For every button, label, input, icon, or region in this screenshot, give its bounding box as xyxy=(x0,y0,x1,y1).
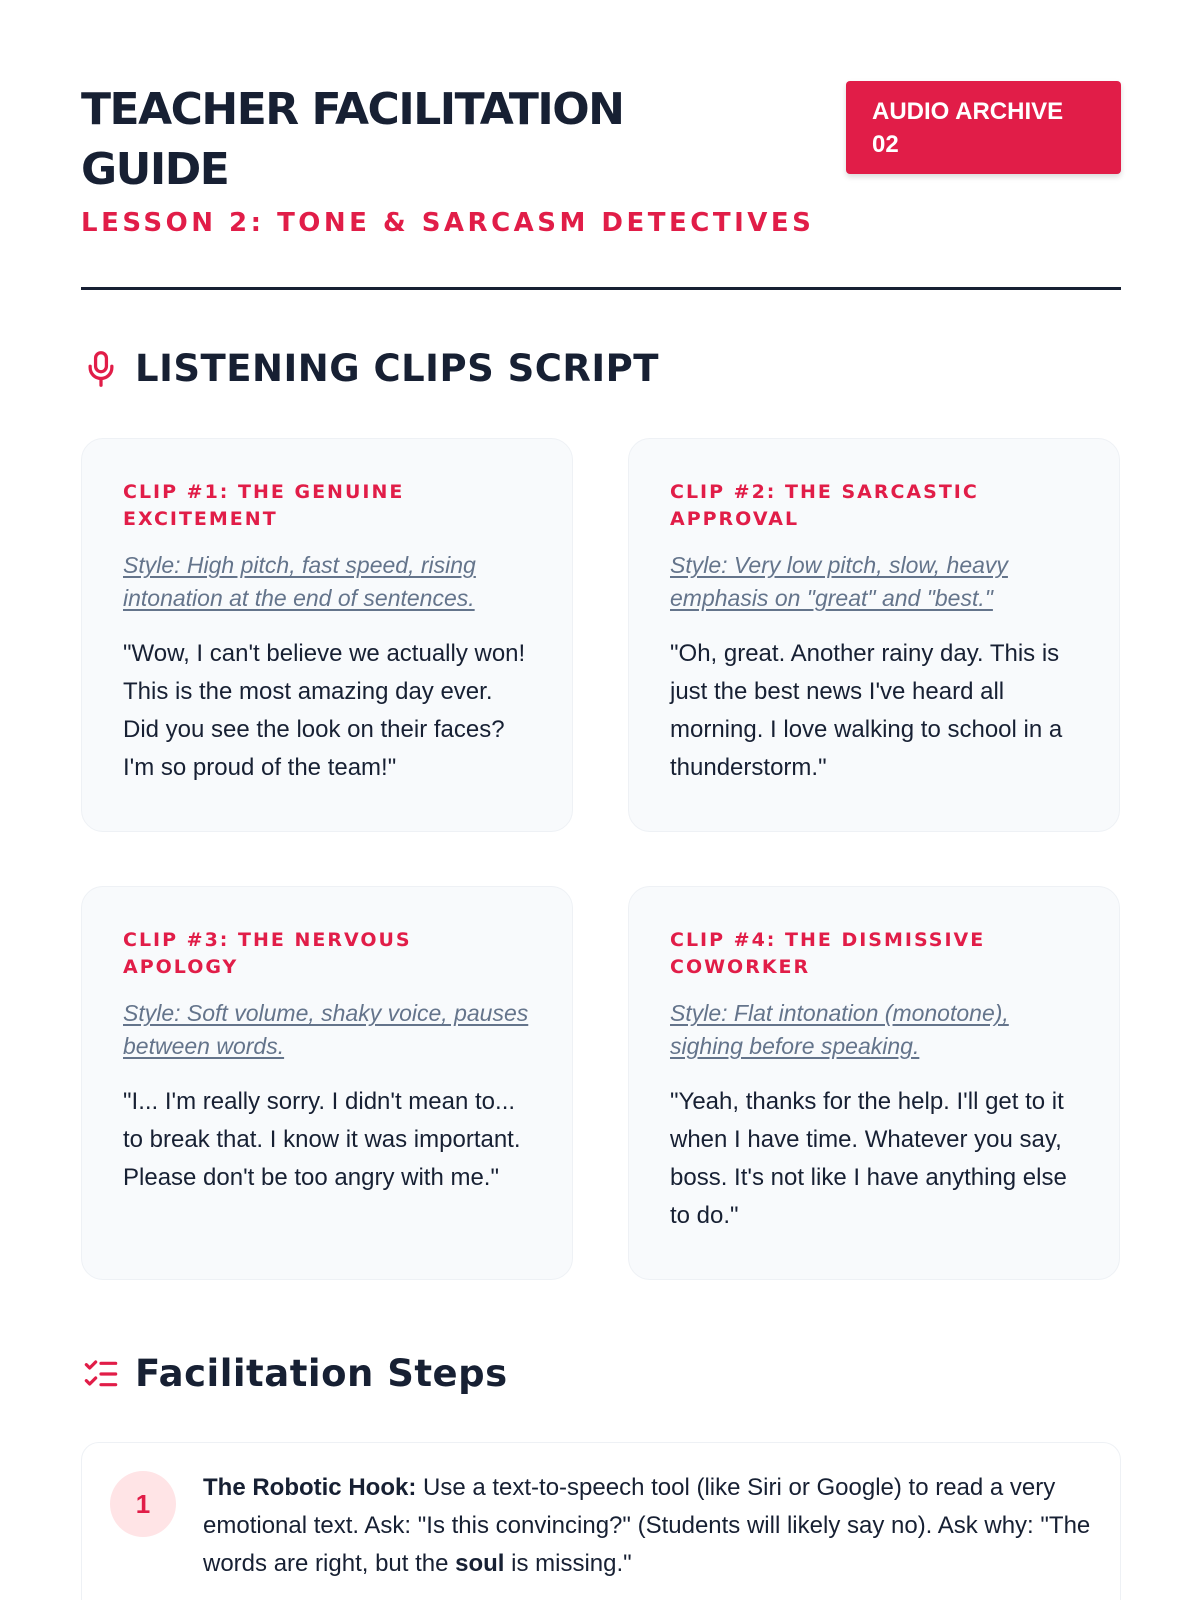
clip-script: "I... I'm really sorry. I didn't mean to... to break that. I know it was important. Please don't be too angry with me." xyxy=(123,1088,521,1191)
clip-script: "Wow, I can't believe we actually won! This is the most amazing day ever. Did you see the look on their faces? I'm so proud of the team!" xyxy=(123,640,526,781)
step-number-badge: 1 xyxy=(110,1471,176,1537)
microphone-icon xyxy=(81,349,121,389)
facilitation-steps-heading xyxy=(81,1352,508,1395)
clip-card xyxy=(81,438,573,832)
step-lead: The Robotic Hook: xyxy=(203,1474,417,1501)
clip-script: "Yeah, thanks for the help. I'll get to it when I have time. Whatever you say, boss. It's not like I have anything else to do." xyxy=(670,1088,1067,1229)
audio-archive-badge: AUDIO ARCHIVE 02 xyxy=(846,81,1121,174)
clip-card xyxy=(81,886,573,1280)
clip-card xyxy=(628,438,1120,832)
page-title: TEACHER FACILITATION GUIDE xyxy=(81,84,624,195)
clip-script: "Oh, great. Another rainy day. This is just the best news I've heard all morning. I love walking to school in a thunderstorm." xyxy=(670,640,1063,781)
header-divider xyxy=(81,287,1121,290)
clip-title: CLIP #4: THE DISMISSIVE COWORKER xyxy=(670,929,986,978)
section-title: LISTENING CLIPS SCRIPT xyxy=(135,347,660,390)
clip-style-note: Style: Soft volume, shaky voice, pauses between words. xyxy=(123,1000,529,1059)
step-emphasis: soul xyxy=(455,1550,505,1577)
step-text-part: is missing." xyxy=(504,1550,632,1577)
step-card xyxy=(81,1442,1121,1600)
clip-title: CLIP #2: THE SARCASTIC APPROVAL xyxy=(670,481,979,530)
clip-card xyxy=(628,886,1120,1280)
section-title: Facilitation Steps xyxy=(135,1352,508,1395)
clip-title: CLIP #3: THE NERVOUS APOLOGY xyxy=(123,929,412,978)
clip-style-note: Style: Flat intonation (monotone), sighing before speaking. xyxy=(670,1000,1009,1059)
clip-title: CLIP #1: THE GENUINE EXCITEMENT xyxy=(123,481,405,530)
checklist-icon xyxy=(81,1354,121,1394)
listening-clips-heading xyxy=(81,347,659,390)
clip-style-note: Style: Very low pitch, slow, heavy emphasis on "great" and "best." xyxy=(670,552,1008,611)
lesson-subtitle: LESSON 2: TONE & SARCASM DETECTIVES xyxy=(81,208,815,238)
clip-style-note: Style: High pitch, fast speed, rising intonation at the end of sentences. xyxy=(123,552,476,611)
step-text-part: Use a text-to-speech tool (like Siri or Google) to read a very emotional text. Ask: "Is this convincing?" (Students will likely say no). Ask why: "The words are right, but the xyxy=(203,1474,1091,1577)
step-description xyxy=(203,1469,1093,1583)
